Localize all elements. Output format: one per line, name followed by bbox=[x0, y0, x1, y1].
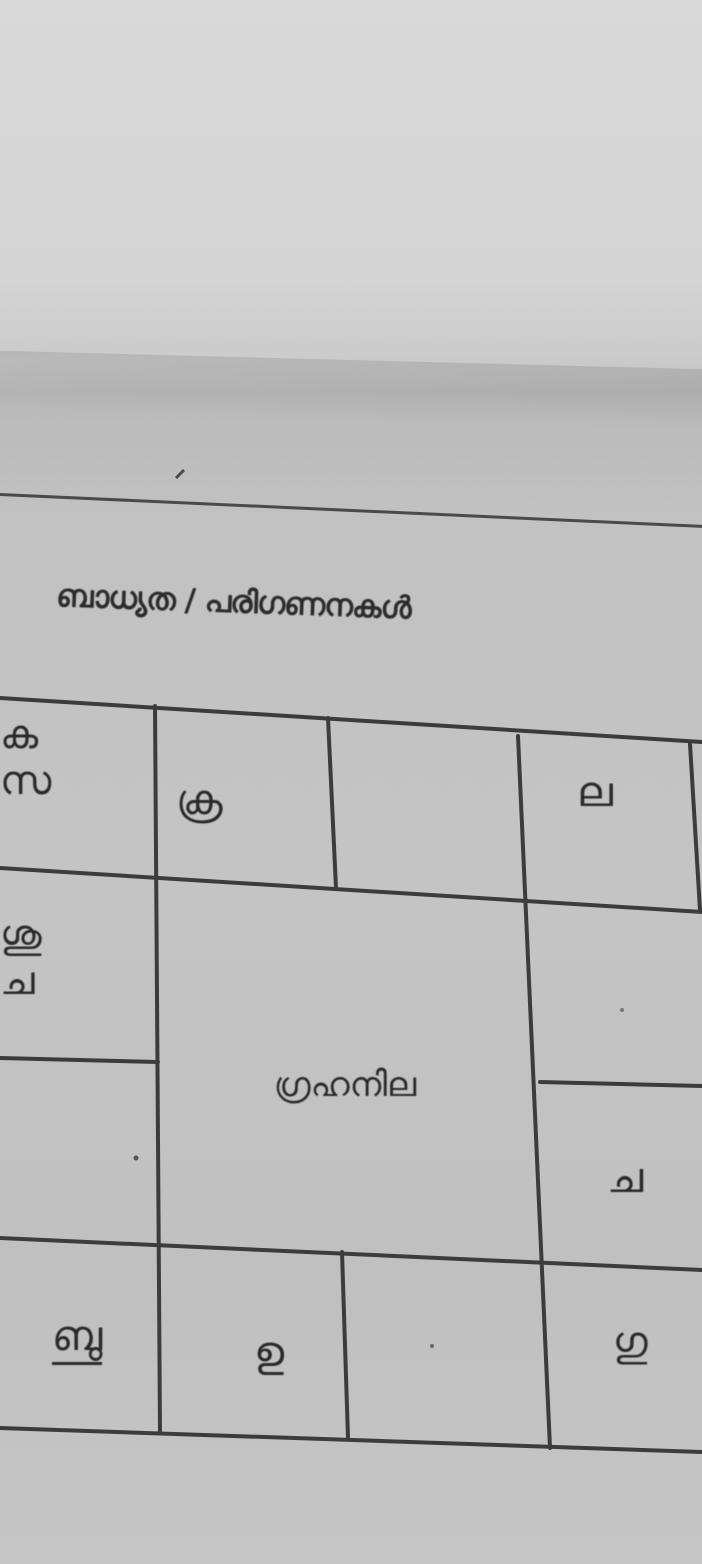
grid-line-h-3 bbox=[0, 1238, 702, 1270]
grid-line-v-2a bbox=[328, 718, 336, 888]
ink-speck bbox=[430, 1344, 434, 1348]
cell-r2-c1-text: ശു ച bbox=[0, 912, 42, 1004]
cell-r4-c4: ഗു bbox=[612, 1317, 648, 1366]
cell-r1-c1 bbox=[0, 712, 130, 804]
grid-line-h-2a bbox=[0, 1058, 158, 1062]
page-title: ബാധ്യത / പരിഗണനകൾ bbox=[55, 578, 412, 627]
cell-r4-c1-text: ബു bbox=[52, 1311, 103, 1365]
grid-line-h-2b bbox=[540, 1082, 702, 1086]
ink-speck bbox=[134, 1156, 139, 1161]
grid-line-v-1 bbox=[155, 706, 160, 1432]
grid-line-v-4 bbox=[690, 744, 700, 910]
grid-line-v-2b bbox=[342, 1252, 348, 1438]
cell-r1-c4: ല bbox=[577, 767, 613, 816]
grid-line-v-3 bbox=[518, 736, 550, 1448]
cell-r1-c1-text: ക സ bbox=[0, 712, 52, 804]
cell-r2-c1 bbox=[0, 912, 150, 1004]
cell-r4-c2: ഉ bbox=[253, 1327, 285, 1376]
grid-center-label: ഗ്രഹനില bbox=[273, 1065, 417, 1105]
grid-line-h-1 bbox=[0, 868, 702, 912]
ink-tick bbox=[176, 470, 184, 478]
ink-speck bbox=[620, 1008, 624, 1012]
cell-r4-c1 bbox=[22, 1311, 132, 1360]
cell-r1-c2: ക്ര bbox=[176, 775, 223, 824]
cell-r3-c4: ച bbox=[606, 1153, 644, 1202]
grid-line-h-bottom bbox=[0, 1428, 702, 1452]
